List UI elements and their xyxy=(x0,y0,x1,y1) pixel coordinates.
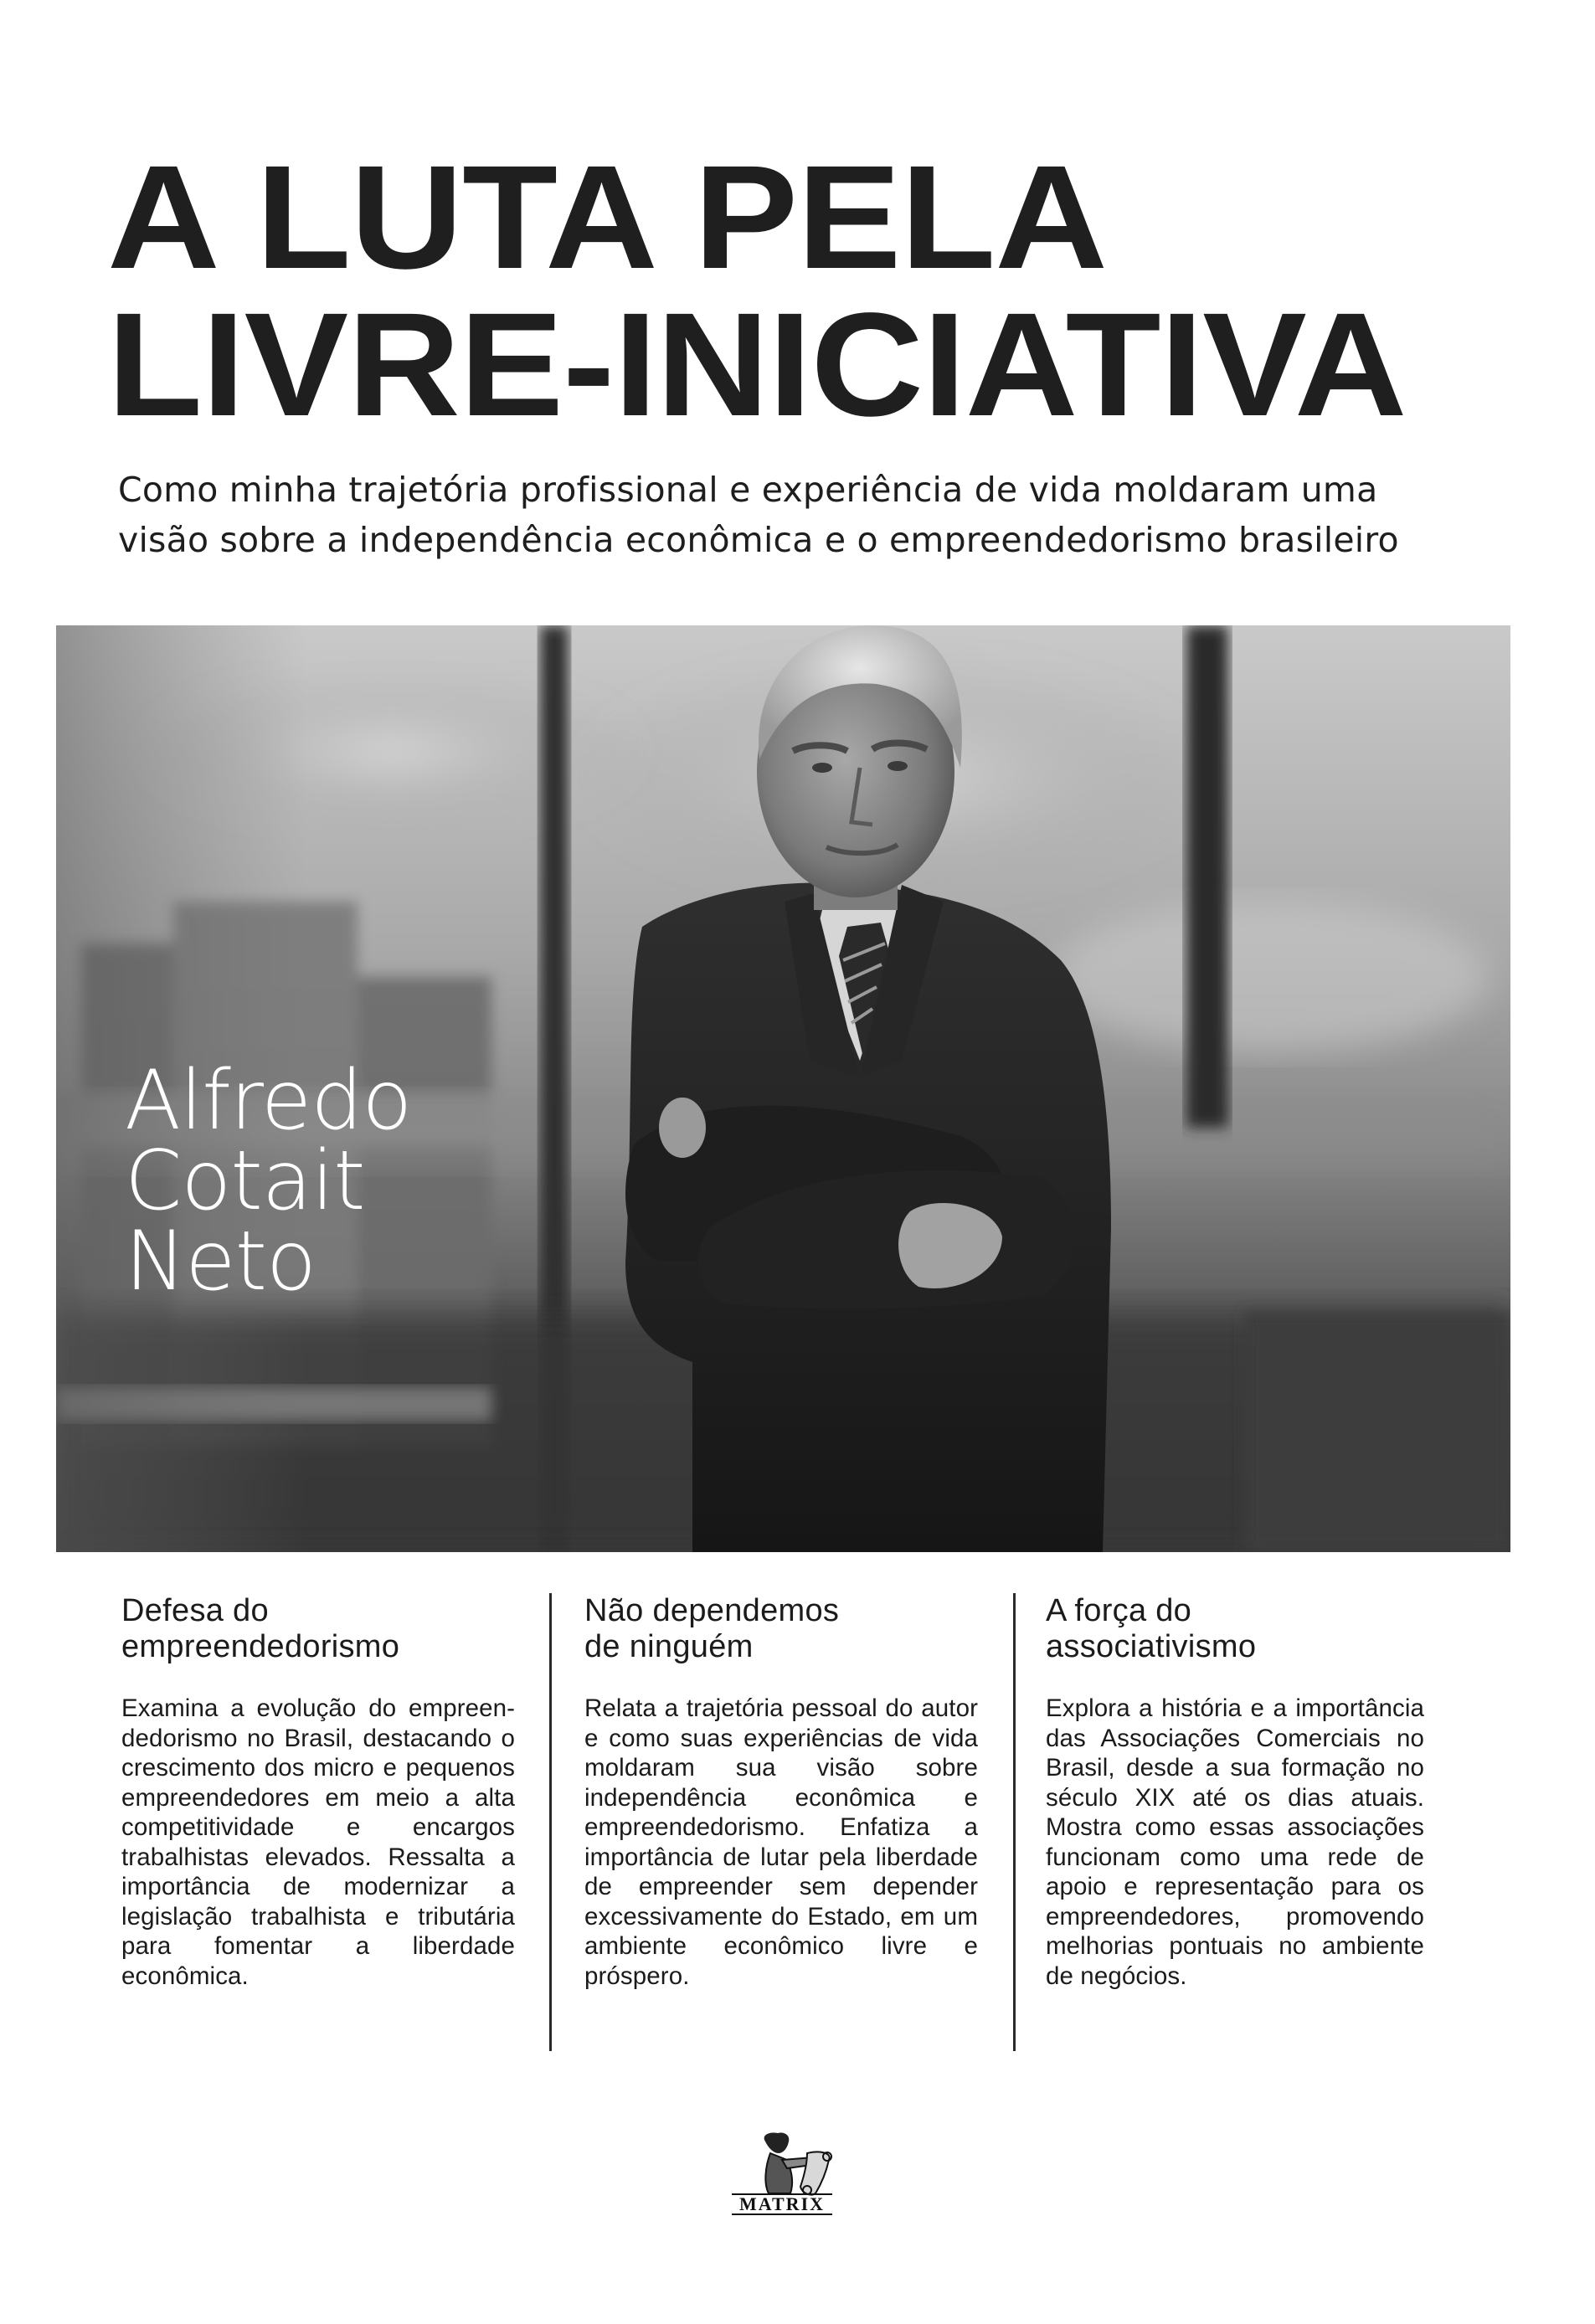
column-heading-line: Defesa do xyxy=(121,1593,269,1628)
column-forca-associativismo xyxy=(1046,1593,1424,1991)
column-heading xyxy=(1046,1593,1424,1694)
book-title-line-1: A LUTA PELA xyxy=(107,136,1107,300)
book-title xyxy=(107,136,1407,447)
book-title-line-2: LIVRE-INICIATIVA xyxy=(107,283,1407,447)
column-body: Examina a evolução do empreendedorismo no Brasil, destacando o crescimento dos micro e pequenos empreendedores em meio a alta competitividade e encargos trabalhistas elevados. Ressalta a importância de modernizar a legislação trabalhista e tributária para fomentar a liberdade econômica. xyxy=(121,1694,515,1990)
column-divider xyxy=(549,1593,552,2051)
column-body: Explora a história e a importância das Associações Comerciais no Brasil, desde a sua formação no século XIX até os dias atuais. Mostra como essas associações funcionam como uma rede de apoio e representação para os empreendedores, promovendo melhorias pontuais no ambiente de negócios. xyxy=(1046,1694,1424,1990)
column-divider xyxy=(1013,1593,1016,2051)
column-heading xyxy=(584,1593,978,1694)
publisher-name: MATRIX xyxy=(732,2193,832,2215)
book-subtitle xyxy=(118,465,1525,565)
subtitle-line-2: visão sobre a independência econômica e o empreendedorismo brasileiro xyxy=(118,520,1399,560)
column-heading-line: empreendedorismo xyxy=(121,1629,400,1664)
author-photo xyxy=(56,625,1510,1552)
author-middle-name: Cotait xyxy=(125,1134,365,1229)
column-heading-line: de ninguém xyxy=(584,1629,754,1664)
author-last-name: Neto xyxy=(125,1214,316,1309)
column-heading-line: associativismo xyxy=(1046,1629,1257,1664)
author-name xyxy=(125,1053,412,1309)
column-heading-line: Não dependemos xyxy=(584,1593,840,1628)
subtitle-line-1: Como minha trajetória profissional e experiência de vida moldaram uma xyxy=(118,470,1378,510)
column-heading-line: A força do xyxy=(1046,1593,1192,1628)
column-body: Relata a trajetória pessoal do autor e como suas experiências de vida moldaram sua visão sobre independência econômica e empreendedorismo. Enfatiza a importância de lutar pela liberdade de empreender sem depender excessivamente do Estado, em um ambiente econômico livre e próspero. xyxy=(584,1694,978,1990)
column-heading xyxy=(121,1593,515,1694)
column-defesa-empreendedorismo xyxy=(121,1593,515,1991)
column-nao-dependemos xyxy=(584,1593,978,1991)
author-first-name: Alfredo xyxy=(125,1053,412,1149)
